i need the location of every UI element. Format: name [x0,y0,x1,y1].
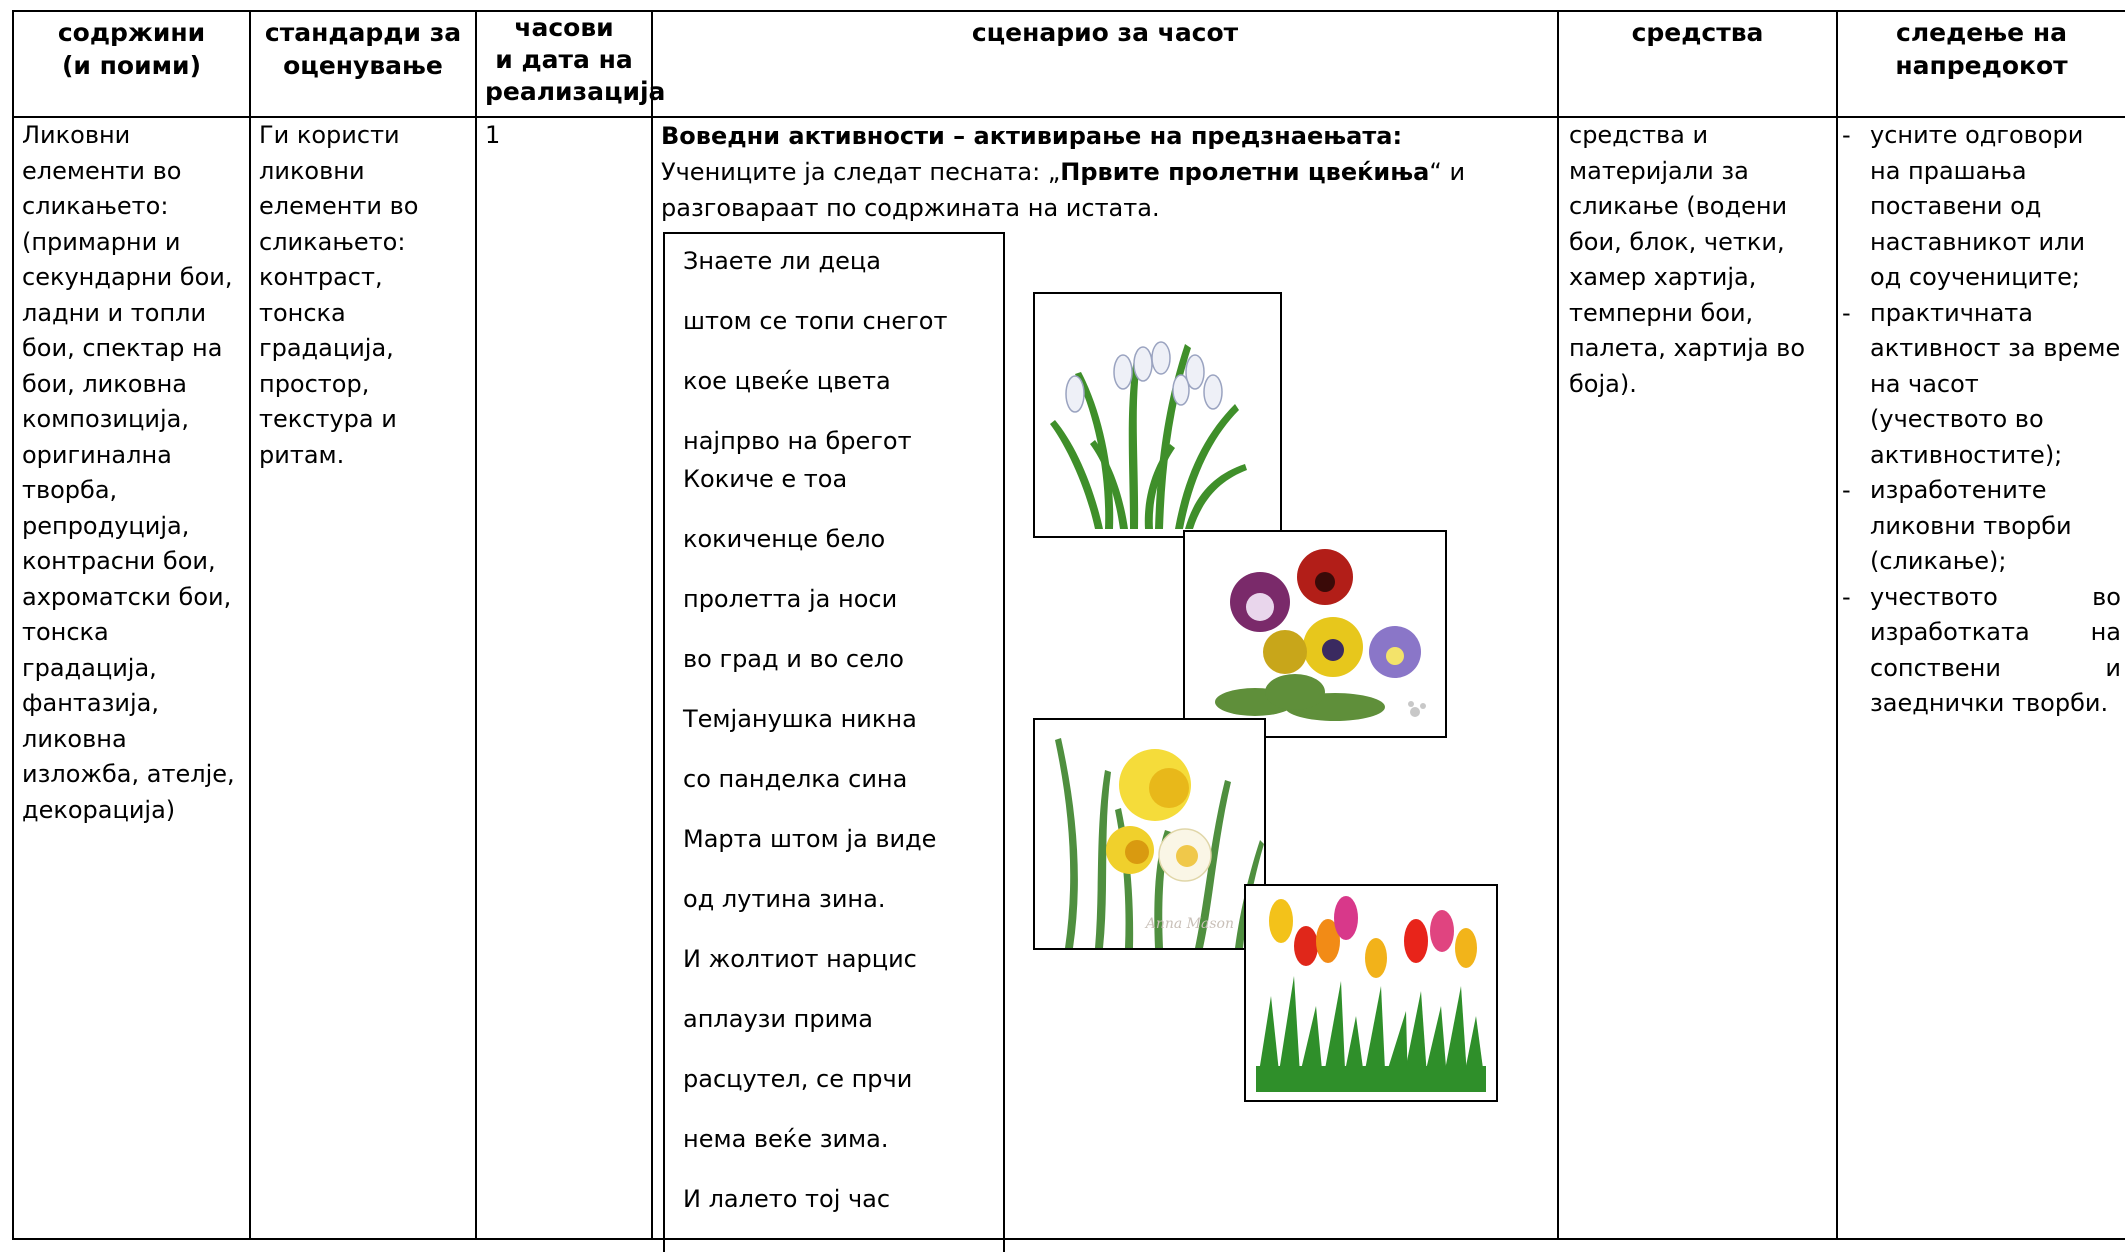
poem-line: кокиченце бело [683,525,886,553]
header-resources: средства [1558,11,1837,117]
snowdrop-flowers-icon [1035,294,1280,536]
poem-line: И жолтиот нарцис [683,945,917,973]
header-row [13,11,2125,117]
monitoring-item: - изработените ликовни творби (сликање); [1838,473,2121,580]
monitoring-item: - практичната активност за време на часот (учеството во активностите); [1838,296,2121,474]
poem-line: со панделка сина [683,765,908,793]
tulips-image [1244,884,1498,1102]
monitoring-item: - учеството во изработката на сопствени и заеднички творби. [1838,580,2121,722]
poem-box [663,232,1005,1252]
cell-standards: Ги користи ликовни елементи во сликањето: контраст, тонска градација, простор, текстура и ритам. [250,117,476,1239]
snowdrops-image [1033,292,1282,538]
poem-line: штом се топи снегот [683,307,948,335]
cell-monitoring [1837,117,2125,1239]
header-monitoring: следење на напредокот [1837,11,2125,117]
song-title: Првите пролетни цвеќиња [1060,158,1430,186]
cell-content: Ликовни елементи во сликањето: (примарни и секундарни бои, ладни и топли бои, спектар на бои, ликовна композиција, оригинална творба, репродуција, контрасни бои, ахроматски бои, тонска градација, фантазија, ликовна изложба, ателје, декорација) [13,117,250,1239]
poem-line: И лалето тој час [683,1185,891,1213]
header-hours: часови и дата на реализација [476,11,652,117]
scenario-content [661,118,1549,1238]
header-content: содржини (и поими) [13,11,250,117]
header-standards: стандарди за оценување [250,11,476,117]
pansies-image [1183,530,1447,738]
poem-line: најпрво на брегот [683,427,912,455]
signature-text: Anna Mason [1145,915,1234,932]
monitoring-list [1838,118,2121,722]
poem-line: Кокиче е тоа [683,465,848,493]
poem-line: Знаете ли деца [683,247,881,275]
cell-hours: 1 [476,117,652,1239]
poem-line: пролетта ја носи [683,585,898,613]
lesson-row [13,117,2125,1239]
poem-line: кое цвеќе цвета [683,367,891,395]
header-scenario: сценарио за часот [652,11,1558,117]
poem-line: нема веќе зима. [683,1125,889,1153]
pansy-flowers-icon [1185,532,1445,736]
cell-resources: средства и материјали за сликање (водени бои, блок, четки, хамер хартија, темперни бои, палета, хартија во боја). [1558,117,1837,1239]
poem-line: Марта штом ја виде [683,825,937,853]
poem-line: аплаузи прима [683,1005,873,1033]
poem-line: расцутел, се прчи [683,1065,913,1093]
daffodils-image [1033,718,1266,950]
lesson-plan-table [12,10,2125,1240]
cell-scenario [652,117,1558,1239]
poem-line: Темјанушка никна [683,705,917,733]
scenario-intro [661,118,1549,226]
poem-line: во град и во село [683,645,904,673]
intro-text-before: Учениците ја следат песната: „ [661,158,1061,186]
monitoring-item: - усните одговори на прашања поставени од наставникот или од соучениците; [1838,118,2121,296]
scenario-heading: Воведни активности – активирање на предзнаењата: [661,122,1403,150]
intro-text-after: “ и разговараат по содржината на истата. [661,158,1466,222]
tulip-flowers-icon [1246,886,1496,1100]
poem-line: од лутина зина. [683,885,886,913]
